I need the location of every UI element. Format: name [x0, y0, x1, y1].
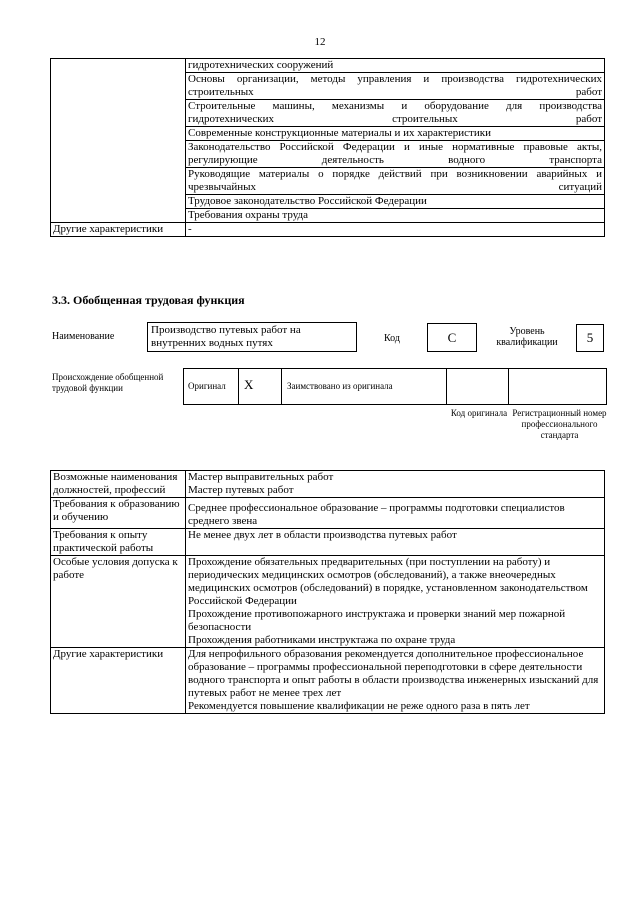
- table-cell: Руководящие материалы о порядке действий при возникновении аварийных и чрезвычайных ситуаций: [186, 168, 605, 195]
- table-cell: Законодательство Российской Федерации и иные нормативные правовые акты, регулирующие деятельность водного транспорта: [186, 141, 605, 168]
- table-cell: [186, 529, 605, 556]
- text-line: Мастер путевых работ: [188, 484, 294, 496]
- table-row: [51, 648, 605, 714]
- table-cell: [186, 556, 605, 648]
- table-label: Другие характеристики: [51, 648, 186, 714]
- reg-number-caption: Регистрационный номер профессионального стандарта: [512, 408, 607, 440]
- table-row: [51, 498, 605, 529]
- table-cell: Требования охраны труда: [186, 209, 605, 223]
- table-row: [51, 529, 605, 556]
- divider: [446, 368, 447, 405]
- table-row: [51, 471, 605, 498]
- level-label: Уровень квалификации: [496, 326, 558, 348]
- page-number: 12: [314, 36, 326, 48]
- code-value: C: [427, 323, 477, 352]
- table-cell: [186, 498, 605, 529]
- divider: [238, 368, 239, 405]
- table-cell: Трудовое законодательство Российской Федерации: [186, 195, 605, 209]
- original-label: Оригинал: [188, 381, 226, 391]
- table-label: Особые условия допуска к работе: [51, 556, 186, 648]
- section-title: 3.3. Обобщенная трудовая функция: [52, 293, 245, 307]
- original-mark: X: [244, 377, 254, 392]
- text-line: Мастер выправительных работ: [188, 471, 334, 483]
- code-label: Код: [384, 333, 400, 344]
- name-label: Наименование: [52, 331, 115, 342]
- borrowed-label: Заимствовано из оригинала: [287, 381, 393, 391]
- text-line: Прохождение обязательных предварительных (при поступлении на работу) и периодических медицинских осмотров (обследований), а также внеочередных медицинских осмотров (обследований) в порядке, установленном законодательством Российской Федерации: [188, 556, 588, 607]
- table-cell: Современные конструкционные материалы и их характеристики: [186, 127, 605, 141]
- knowledge-table: [50, 58, 605, 237]
- table-label: Требования к опыту практической работы: [51, 529, 186, 556]
- code-original-caption: Код оригинала: [450, 408, 508, 418]
- requirements-table: [50, 470, 605, 714]
- text-line: Среднее профессиональное образование – программы подготовки специалистов среднего звена: [188, 502, 565, 527]
- divider: [508, 368, 509, 405]
- table-label: Возможные наименования должностей, профессий: [51, 471, 186, 498]
- table-cell: гидротехнических сооружений: [186, 59, 605, 73]
- divider: [281, 368, 282, 405]
- table-cell: [186, 648, 605, 714]
- text-line: Рекомендуется повышение квалификации не реже одного раза в пять лет: [188, 700, 530, 712]
- text-line: Прохождение противопожарного инструктажа и проверки знаний мер пожарной безопасности: [188, 608, 566, 633]
- table-cell-empty: [51, 59, 186, 223]
- name-value: Производство путевых работ на внутренних водных путях: [147, 322, 357, 352]
- table-label: Требования к образованию и обучению: [51, 498, 186, 529]
- origin-label: Происхождение обобщенной трудовой функции: [52, 372, 164, 393]
- table-cell: [186, 471, 605, 498]
- table-row: [51, 223, 605, 237]
- table-label: Другие характеристики: [51, 223, 186, 237]
- table-row: [51, 59, 605, 73]
- level-value: 5: [576, 324, 604, 352]
- text-line: Не менее двух лет в области производства путевых работ: [188, 529, 457, 541]
- table-cell: Основы организации, методы управления и производства гидротехнических строительных работ: [186, 73, 605, 100]
- text-line: Для непрофильного образования рекомендуется дополнительное профессиональное образование – программы профессиональной переподготовки в сфере деятельности водного транспорта и опыт работы в области производства инженерных изысканий для путевых работ не менее трех лет: [188, 648, 599, 699]
- table-row: [51, 556, 605, 648]
- table-cell: -: [186, 223, 605, 237]
- table-cell: Строительные машины, механизмы и оборудование для производства гидротехнических строительных работ: [186, 100, 605, 127]
- text-line: Прохождения работниками инструктажа по охране труда: [188, 634, 456, 646]
